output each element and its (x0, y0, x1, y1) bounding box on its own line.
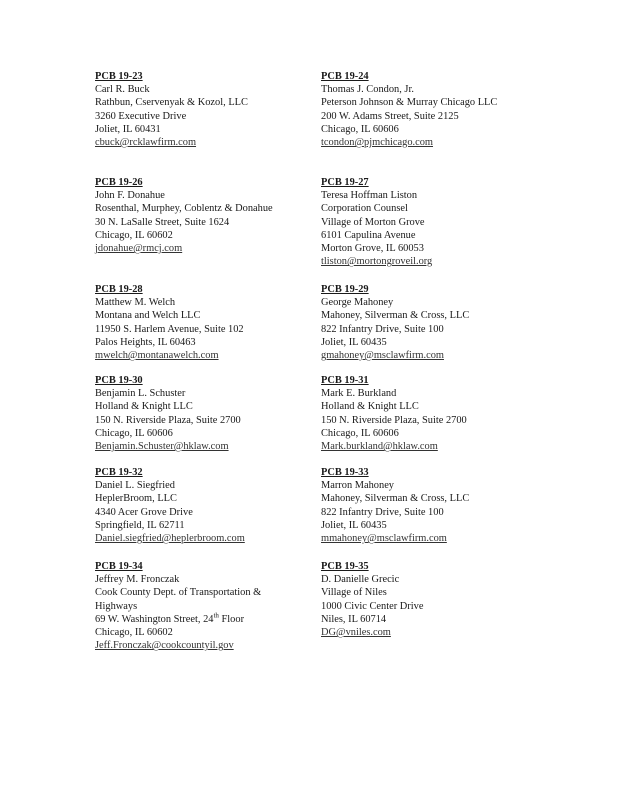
attorney-name: John F. Donahue (95, 190, 165, 202)
email-link[interactable]: cbuck@rcklawfirm.com (95, 137, 197, 149)
email-link[interactable]: gmahoney@msclawfirm.com (321, 350, 444, 362)
case-number: PCB 19-31 (321, 375, 369, 386)
case-number: PCB 19-34 (95, 561, 143, 572)
firm-name: Mahoney, Silverman & Cross, LLC (321, 310, 470, 322)
attorney-name: Thomas J. Condon, Jr. (321, 84, 414, 96)
city-state-zip: Niles, IL 60714 (321, 613, 387, 625)
service-entry (321, 466, 551, 545)
street-address: 6101 Capulina Avenue (321, 229, 416, 241)
street-address: 3260 Executive Drive (95, 110, 187, 122)
service-entry (95, 176, 345, 255)
service-entry (321, 176, 551, 268)
case-number: PCB 19-32 (95, 467, 143, 478)
case-number: PCB 19-27 (321, 177, 369, 188)
service-entry (95, 70, 345, 149)
service-entry (321, 560, 551, 639)
firm-name: Peterson Johnson & Murray Chicago LLC (321, 97, 498, 109)
street-address (95, 613, 295, 626)
firm-name: Rosenthal, Murphey, Coblentz & Donahue (95, 203, 273, 215)
street-address: 4340 Acer Grove Drive (95, 506, 193, 518)
city-state-zip: Joliet, IL 60435 (321, 336, 387, 348)
attorney-name: George Mahoney (321, 297, 394, 309)
case-number: PCB 19-24 (321, 71, 369, 82)
attorney-name: Matthew M. Welch (95, 297, 176, 309)
street-address: 822 Infantry Drive, Suite 100 (321, 323, 444, 335)
attorney-title: Corporation Counsel (321, 203, 408, 215)
email-link[interactable]: mmahoney@msclawfirm.com (321, 533, 447, 545)
service-entry (95, 283, 345, 362)
service-entry (95, 374, 345, 453)
city-state-zip: Chicago, IL 60606 (321, 123, 399, 135)
case-number: PCB 19-33 (321, 467, 369, 478)
firm-name: Cook County Dept. of Transportation & Highways (95, 587, 262, 612)
case-number: PCB 19-30 (95, 375, 143, 386)
email-link[interactable]: Mark.burkland@hklaw.com (321, 441, 438, 453)
email-link[interactable]: jdonahue@rmcj.com (95, 243, 183, 255)
street-address: 150 N. Riverside Plaza, Suite 2700 (95, 414, 241, 426)
firm-name: Montana and Welch LLC (95, 310, 201, 322)
case-number: PCB 19-23 (95, 71, 143, 82)
email-link[interactable]: tcondon@pjmchicago.com (321, 137, 434, 149)
city-state-zip: Chicago, IL 60606 (321, 427, 399, 439)
city-state-zip: Palos Heights, IL 60463 (95, 336, 196, 348)
city-state-zip: Morton Grove, IL 60053 (321, 243, 424, 255)
street-address: 11950 S. Harlem Avenue, Suite 102 (95, 323, 244, 335)
firm-name: Rathbun, Cservenyak & Kozol, LLC (95, 97, 248, 109)
street-address: 30 N. LaSalle Street, Suite 1624 (95, 216, 230, 228)
firm-name: HeplerBroom, LLC (95, 493, 177, 505)
street-address: 200 W. Adams Street, Suite 2125 (321, 110, 459, 122)
city-state-zip: Chicago, IL 60602 (95, 627, 173, 639)
ordinal-suffix: th (213, 611, 219, 620)
street-address: 150 N. Riverside Plaza, Suite 2700 (321, 414, 467, 426)
city-state-zip: Joliet, IL 60431 (95, 123, 161, 135)
email-link[interactable]: mwelch@montanawelch.com (95, 350, 219, 362)
email-link[interactable]: Daniel.siegfried@heplerbroom.com (95, 533, 245, 545)
firm-name: Mahoney, Silverman & Cross, LLC (321, 493, 470, 505)
attorney-name: D. Danielle Grecic (321, 574, 400, 586)
email-link[interactable]: Jeff.Fronczak@cookcountyil.gov (95, 640, 234, 652)
firm-name: Holland & Knight LLC (321, 401, 419, 413)
service-entry (95, 560, 295, 652)
case-number: PCB 19-26 (95, 177, 143, 188)
firm-name: Village of Niles (321, 587, 387, 599)
email-link[interactable]: DG@vniles.com (321, 627, 391, 639)
street-address-tail: Floor (218, 613, 245, 625)
email-link[interactable]: tliston@mortongroveil.org (321, 256, 433, 268)
street-address-main: 69 W. Washington Street, 24 (95, 613, 214, 625)
street-address: 822 Infantry Drive, Suite 100 (321, 506, 444, 518)
street-address: 1000 Civic Center Drive (321, 600, 424, 612)
service-entry (321, 374, 551, 453)
attorney-name: Mark E. Burkland (321, 388, 397, 400)
attorney-name: Jeffrey M. Fronczak (95, 574, 180, 586)
attorney-name: Benjamin L. Schuster (95, 388, 186, 400)
attorney-name: Daniel L. Siegfried (95, 480, 175, 492)
city-state-zip: Chicago, IL 60606 (95, 427, 173, 439)
attorney-name: Teresa Hoffman Liston (321, 190, 418, 202)
firm-name: Village of Morton Grove (321, 216, 425, 228)
city-state-zip: Joliet, IL 60435 (321, 519, 387, 531)
city-state-zip: Chicago, IL 60602 (95, 229, 173, 241)
case-number: PCB 19-28 (95, 284, 143, 295)
city-state-zip: Springfield, IL 62711 (95, 519, 185, 531)
service-entry (321, 70, 551, 149)
email-link[interactable]: Benjamin.Schuster@hklaw.com (95, 441, 229, 453)
firm-name: Holland & Knight LLC (95, 401, 193, 413)
case-number: PCB 19-29 (321, 284, 369, 295)
service-entry (321, 283, 551, 362)
service-entry (95, 466, 345, 545)
case-number: PCB 19-35 (321, 561, 369, 572)
attorney-name: Carl R. Buck (95, 84, 150, 96)
attorney-name: Marron Mahoney (321, 480, 395, 492)
